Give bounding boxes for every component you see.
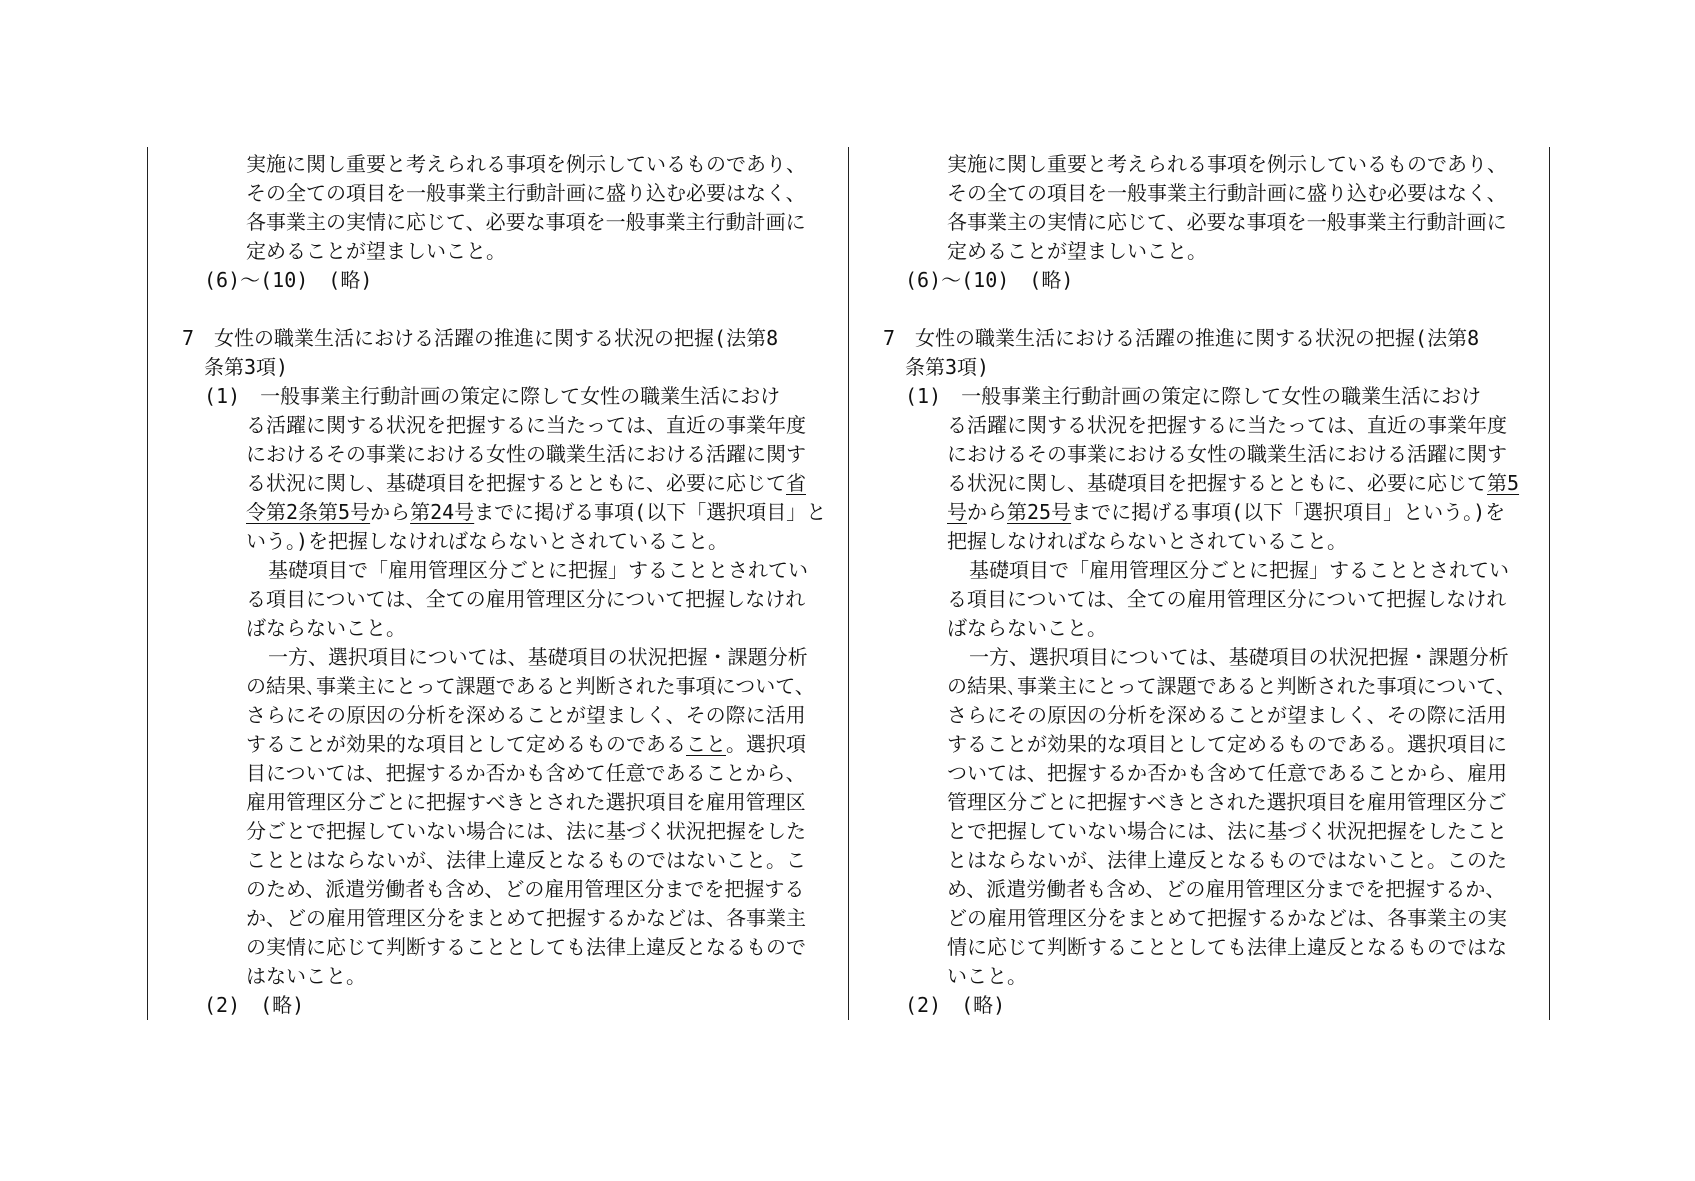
para3-line: 分ごとで把握していない場合には、法に基づく状況把握をした (246, 819, 806, 843)
para1-line: (1) 一般事業主行動計画の策定に際して女性の職業生活におけ (905, 384, 1482, 408)
para3-line: することが効果的な項目として定めるものである。選択項目に (947, 732, 1507, 756)
para1-text: までに掲げる事項(以下「選択項目」という。)を (1071, 500, 1506, 524)
para3-line: 情に応じて判断することとしても法律上違反となるものではな (947, 935, 1507, 959)
intro-line: 各事業主の実情に応じて、必要な事項を一般事業主行動計画に (947, 210, 1507, 234)
underlined-change: 第5 (1487, 471, 1520, 495)
section-heading: 7 女性の職業生活における活躍の推進に関する状況の把握(法第8 (883, 326, 1480, 350)
para3-line: どの雇用管理区分をまとめて把握するかなどは、各事業主の実 (947, 906, 1507, 930)
para3-line: か、どの雇用管理区分をまとめて把握するかなどは、各事業主 (246, 906, 806, 930)
omitted-items-6-10: (6)〜(10) (略) (204, 268, 373, 292)
para2-line: 基礎項目で「雇用管理区分ごとに把握」することとされてい (268, 558, 808, 582)
para3-line: 一方、選択項目については、基礎項目の状況把握・課題分析 (969, 645, 1509, 669)
para2-line: る項目については、全ての雇用管理区分について把握しなけれ (246, 587, 806, 611)
para1-line: る活躍に関する状況を把握するに当たっては、直近の事業年度 (246, 413, 806, 437)
section-heading: 7 女性の職業生活における活躍の推進に関する状況の把握(法第8 (182, 326, 779, 350)
para1-text: から (370, 500, 411, 524)
underlined-change: 第25号 (1007, 500, 1072, 524)
para1-text: から (967, 500, 1007, 524)
left-column (182, 150, 827, 1020)
para3-line: いこと。 (947, 964, 1027, 988)
para3-text: することが効果的な項目として定めるものである (246, 732, 686, 756)
para3-line: さらにその原因の分析を深めることが望ましく、その際に活用 (246, 703, 806, 727)
para1-line: におけるその事業における女性の職業生活における活躍に関す (947, 442, 1507, 466)
intro-line: その全ての項目を一般事業主行動計画に盛り込む必要はなく、 (947, 181, 1507, 205)
underlined-change: 号 (947, 500, 967, 524)
para1-text: までに掲げる事項(以下「選択項目」と (474, 500, 827, 524)
para3-line: の結果､事業主にとって課題であると判断された事項について、 (947, 674, 1516, 698)
para3-line: はないこと。 (246, 964, 366, 988)
underlined-change: こと (686, 732, 726, 756)
intro-line: 定めることが望ましいこと。 (246, 239, 506, 263)
spacer (182, 295, 802, 324)
intro-line: 各事業主の実情に応じて、必要な事項を一般事業主行動計画に (246, 210, 806, 234)
spacer (883, 295, 1503, 324)
intro-line: 実施に関し重要と考えられる事項を例示しているものであり、 (947, 152, 1507, 176)
right-column (883, 150, 1520, 1020)
intro-line: 定めることが望ましいこと。 (947, 239, 1207, 263)
para3-line: 管理区分ごとに把握すべきとされた選択項目を雇用管理区分ご (947, 790, 1507, 814)
para3-line: さらにその原因の分析を深めることが望ましく、その際に活用 (947, 703, 1507, 727)
section-heading-cont: 条第3項) (905, 355, 990, 379)
para3-text: 。選択項 (726, 732, 806, 756)
para1-line: る活躍に関する状況を把握するに当たっては、直近の事業年度 (947, 413, 1507, 437)
intro-line: その全ての項目を一般事業主行動計画に盛り込む必要はなく、 (246, 181, 806, 205)
para1-line (182, 498, 827, 527)
underlined-change: 第24号 (410, 500, 475, 524)
para3-line: こととはならないが、法律上違反となるものではないこと。こ (246, 848, 806, 872)
para3-line: の実情に応じて判断することとしても法律上違反となるもので (246, 935, 806, 959)
para1-line (883, 469, 1520, 498)
intro-line: 実施に関し重要と考えられる事項を例示しているものであり、 (246, 152, 806, 176)
omitted-items-6-10: (6)〜(10) (略) (905, 268, 1074, 292)
para1-text: る状況に関し、基礎項目を把握するとともに、必要に応じて (947, 471, 1487, 495)
para3-line: 目については、把握するか否かも含めて任意であることから、 (246, 761, 806, 785)
para3-line: とはならないが、法律上違反となるものではないこと。このた (947, 848, 1507, 872)
para3-line: 一方、選択項目については、基礎項目の状況把握・課題分析 (268, 645, 808, 669)
table-border-left (147, 147, 148, 1020)
para3-line (182, 730, 806, 759)
para1-line: におけるその事業における女性の職業生活における活躍に関す (246, 442, 806, 466)
para3-line: ついては、把握するか否かも含めて任意であることから、雇用 (947, 761, 1507, 785)
underlined-change: 省 (786, 471, 806, 495)
para2-line: ばならないこと。 (947, 616, 1107, 640)
para3-line: のため、派遣労働者も含め、どの雇用管理区分までを把握する (246, 877, 805, 901)
para2-line: 基礎項目で「雇用管理区分ごとに把握」することとされてい (969, 558, 1509, 582)
para2-line: る項目については、全ての雇用管理区分について把握しなけれ (947, 587, 1507, 611)
para1-line (883, 498, 1506, 527)
para3-line: め、派遣労働者も含め、どの雇用管理区分までを把握するか、 (947, 877, 1506, 901)
para3-line: とで把握していない場合には、法に基づく状況把握をしたこと (947, 819, 1507, 843)
table-border-middle (848, 147, 849, 1020)
table-border-right (1549, 147, 1550, 1020)
para1-line: 把握しなければならないとされていること。 (947, 529, 1347, 553)
omitted-item-2: (2) (略) (905, 993, 1006, 1017)
section-heading-cont: 条第3項) (204, 355, 289, 379)
para1-line (182, 469, 806, 498)
para3-line: 雇用管理区分ごとに把握すべきとされた選択項目を雇用管理区 (246, 790, 806, 814)
para1-line: いう。)を把握しなければならないとされていること。 (246, 529, 729, 553)
para3-line: の結果､事業主にとって課題であると判断された事項について、 (246, 674, 815, 698)
underlined-change: 令第2条第5号 (246, 500, 371, 524)
omitted-item-2: (2) (略) (204, 993, 305, 1017)
para2-line: ばならないこと。 (246, 616, 406, 640)
para1-line: (1) 一般事業主行動計画の策定に際して女性の職業生活におけ (204, 384, 781, 408)
para1-text: る状況に関し、基礎項目を把握するとともに、必要に応じて (246, 471, 786, 495)
